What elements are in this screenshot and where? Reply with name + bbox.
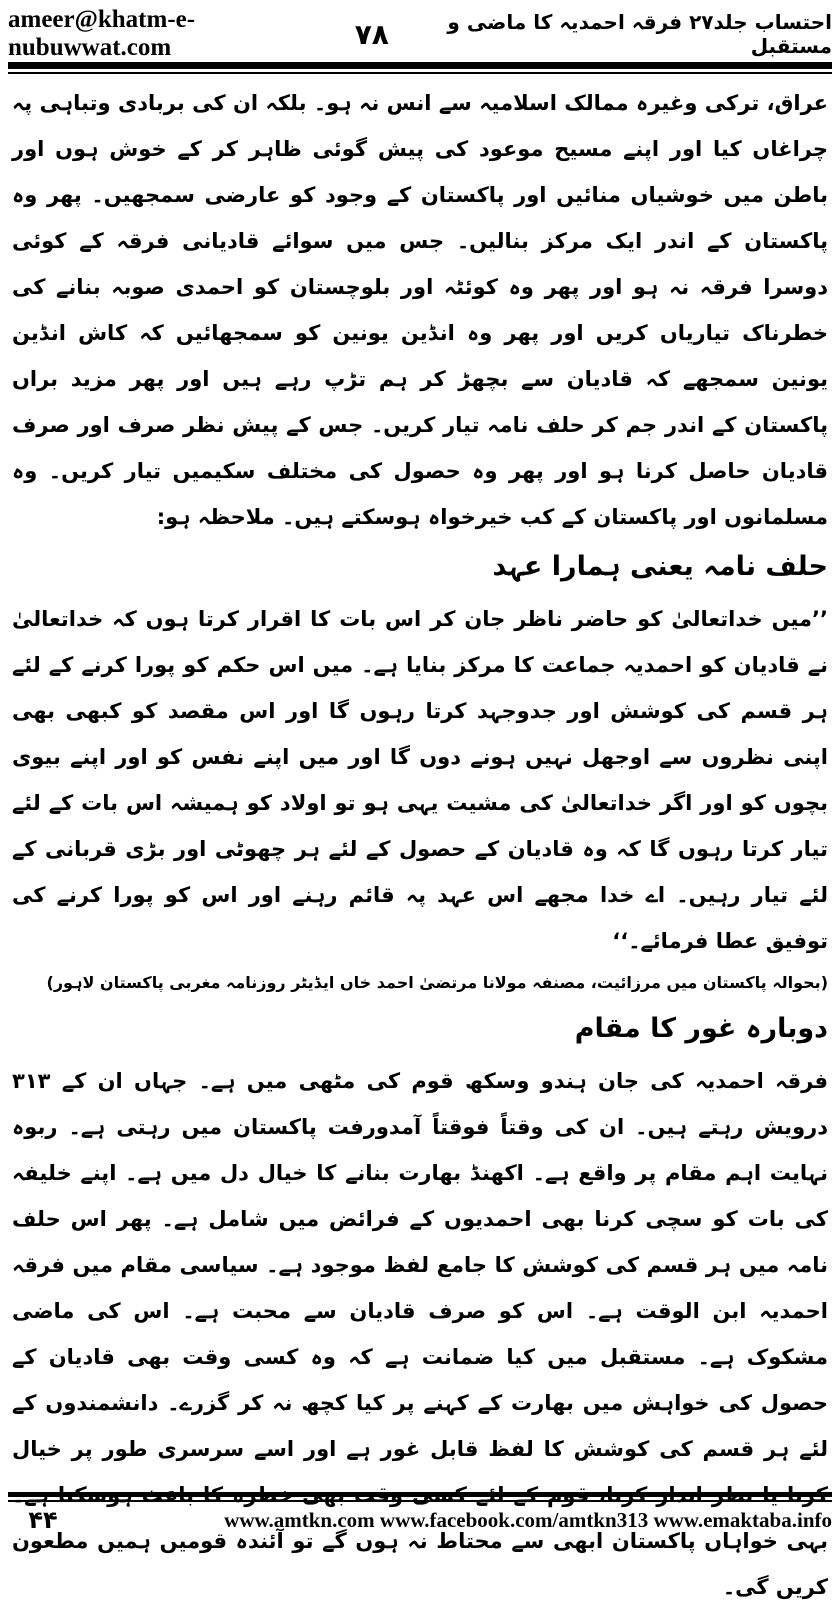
footer-links[interactable]: www.amtkn.com www.facebook.com/amtkn313 www.emaktaba.info: [224, 1507, 832, 1532]
page-header: [8, 6, 832, 61]
heading-reconsider: دوبارہ غور کا مقام: [574, 1013, 828, 1044]
header-page-number: ۷۸: [354, 17, 389, 51]
header-rule-thick: [8, 62, 832, 69]
header-email[interactable]: ameer@khatm-e-nubuwwat.com: [8, 6, 196, 61]
footer-rule-thin: [8, 1500, 832, 1502]
citation: (بحوالہ پاکستان میں مرزائیت، مصنفہ مولانا مرتضیٰ احمد خاں ایڈیٹر روزنامہ مغربی پاکستان لاہور): [46, 973, 828, 992]
page-footer: [8, 1504, 832, 1536]
footer-page-number: ۴۴: [28, 1506, 58, 1534]
header-left: [8, 6, 389, 62]
heading-oath: حلف نامہ یعنی ہمارا عہد: [492, 551, 828, 582]
page-body: [12, 80, 828, 1610]
footer-rule-thick: [8, 1492, 832, 1497]
paragraph-intro: عراق، ترکی وغیرہ ممالک اسلامیہ سے انس نہ ہو۔ بلکہ ان کی بربادی وتباہی پہ چراغاں کیا اور اپنے مسیح موعود کی پیش گوئی ظاہر کر کے خوش ہوں اور باطن میں خوشیاں منائیں اور پاکستان کے وجود کو عارضی سمجھیں۔ پھر وہ پاکستان کے اندر ایک مرکز بنالیں۔ جس میں سوائے قادیانی فرقہ کے کوئی دوسرا فرقہ نہ ہو اور پھر وہ کوئٹہ اور بلوچستان کو احمدی صوبہ بنانے کی خطرناک تیاریاں کریں اور پھر وہ انڈین یونین کو سمجھائیں کہ کاش انڈین یونین سمجھے کہ قادیان سے بچھڑ کر ہم تڑپ رہے ہیں اور پھر مزید براں پاکستان کے اندر جم کر حلف نامہ تیار کریں۔ جس کے پیش نظر صرف اور صرف قادیان حاصل کرنا ہو اور پھر وہ حصول کی مختلف سکیمیں تیار کریں۔ وہ مسلمانوں اور پاکستان کے کب خیرخواہ ہوسکتے ہیں۔ ملاحظہ ہو:: [12, 91, 828, 529]
oath-quote: ’’میں خداتعالیٰ کو حاضر ناظر جان کر اس بات کا اقرار کرتا ہوں کہ خداتعالیٰ نے قادیان کو احمدیہ جماعت کا مرکز بنایا ہے۔ میں اس حکم کو پورا کرنے کے لئے ہر قسم کی کوشش اور جدوجہد کرتا رہوں گا اور اس مقصد کو کبھی بھی اپنی نظروں سے اوجھل نہیں ہونے دوں گا اور میں اپنے نفس کو اور اپنے بیوی بچوں کو اور اگر خداتعالیٰ کی مشیت یہی ہو تو اولاد کو ہمیشہ اس بات کے لئے تیار کرتا رہوں گا کہ وہ قادیان کے حصول کے لئے ہر چھوٹی اور بڑی قربانی کے لئے تیار رہیں۔ اے خدا مجھے اس عہد پہ قائم رہنے اور اس کو پورا کرنے کی توفیق عطا فرمائے۔‘‘: [12, 607, 828, 953]
running-title: احتساب جلد۲۷ فرقہ احمدیہ کا ماضی و مستقبل: [447, 10, 832, 58]
paragraph-reconsider: فرقہ احمدیہ کی جان ہندو وسکھ قوم کی مٹھی میں ہے۔ جہاں ان کے ۳۱۳ درویش رہتے ہیں۔ ان کی وقتاً فوقتاً آمدورفت پاکستان میں رہتی ہے۔ ربوہ نہایت اہم مقام پر واقع ہے۔ اکھنڈ بھارت بنانے کا خیال دل میں ہے۔ اپنے خلیفہ کی بات کو سچی کرنا بھی احمدیوں کے فرائض میں شامل ہے۔ پھر اس حلف نامہ میں ہر قسم کی کوشش کا جامع لفظ موجود ہے۔ سیاسی مقام میں فرقہ احمدیہ ابن الوقت ہے۔ اس کو صرف قادیان سے محبت ہے۔ اس کی ماضی مشکوک ہے۔ مستقبل میں کیا ضمانت ہے کہ وہ کسی وقت بھی قادیان کے حصول کی خواہش میں بھارت کے کہنے پر کیا کچھ نہ کر گزرے۔ دانشمندوں کے لئے ہر قسم کی کوشش کا لفظ قابل غور ہے اور اسے سرسری طور پر خیال بہی خواہاں پاکستان ابھی سے محتاط نہ ہوں گے تو آئندہ قومیں ہمیں مطعون کریں گی۔: [12, 1069, 829, 1599]
header-rule-thin: [8, 72, 832, 74]
